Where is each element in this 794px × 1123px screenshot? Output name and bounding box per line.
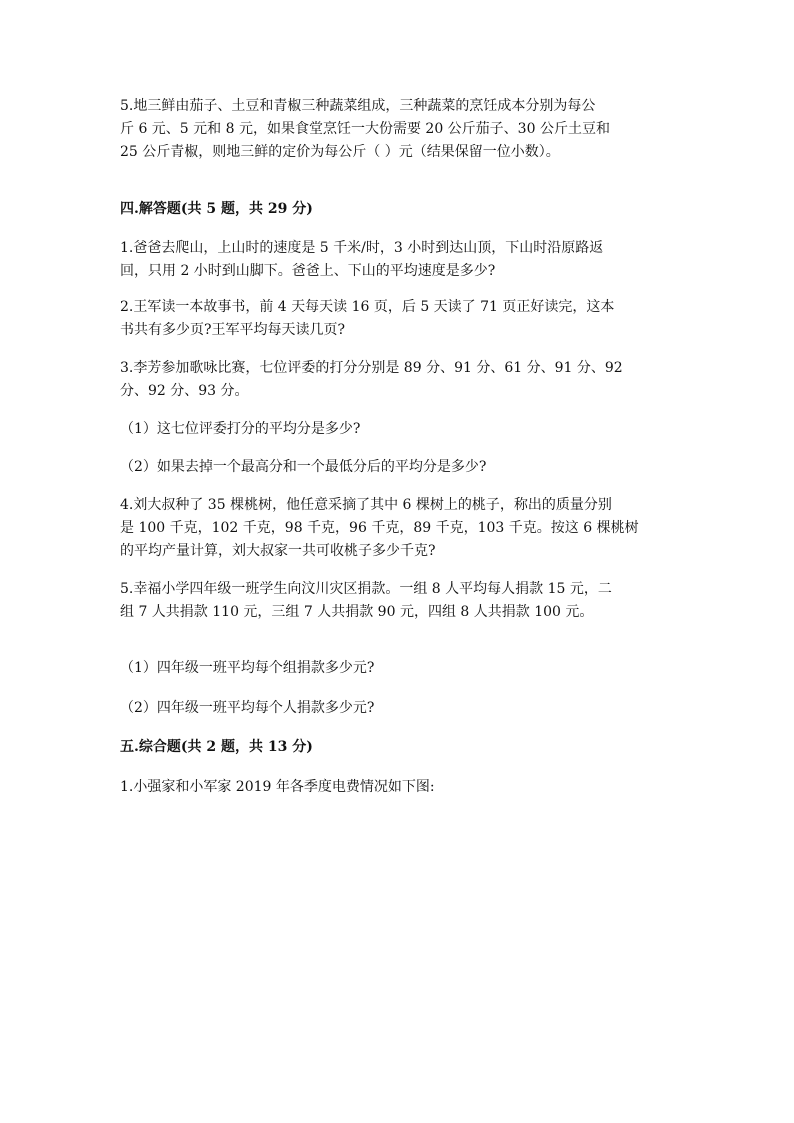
question-line: 书共有多少页?王军平均每天读几页? <box>120 322 346 338</box>
question-line: 组 7 人共捐款 110 元，三组 7 人共捐款 90 元，四组 8 人共捐款 100 元。 <box>120 604 594 620</box>
section-5-title <box>120 736 676 759</box>
section-title: 五.综合题(共 2 题，共 13 分) <box>120 739 313 755</box>
question-line: 2.王军读一本故事书，前 4 天每天读 16 页，后 5 天读了 71 页正好读完，这本 <box>120 299 615 315</box>
answer-question-3 <box>120 357 676 403</box>
question-5-sub-2: （2）四年级一班平均每个人捐款多少元? <box>120 700 375 716</box>
question-line: 分、92 分、93 分。 <box>120 383 249 399</box>
answer-question-4 <box>120 494 676 563</box>
question-5-sub-1: （1）四年级一班平均每个组捐款多少元? <box>120 660 375 676</box>
question-line: 1.小强家和小军家 2019 年各季度电费情况如下图: <box>120 779 435 795</box>
question-line: 回，只用 2 小时到山脚下。爸爸上、下山的平均速度是多少? <box>120 263 496 279</box>
question-3-sub-1: （1）这七位评委打分的平均分是多少? <box>120 421 361 437</box>
question-line: 3.李芳参加歌咏比赛，七位评委的打分分别是 89 分、91 分、61 分、91 分、92 <box>120 360 623 376</box>
question-line: 是 100 千克，102 千克，98 千克，96 千克，89 千克，103 千克。按这 6 棵桃树 <box>120 520 639 536</box>
answer-question-5 <box>120 578 676 624</box>
question-3-sub-2: （2）如果去掉一个最高分和一个最低分后的平均分是多少? <box>120 459 487 475</box>
section-title: 四.解答题(共 5 题，共 29 分) <box>120 201 313 217</box>
question-line: 1.爸爸去爬山，上山时的速度是 5 千米/时，3 小时到达山顶，下山时沿原路返 <box>120 240 604 256</box>
question-line: 5.地三鲜由茄子、土豆和青椒三种蔬菜组成，三种蔬菜的烹饪成本分别为每公 <box>120 98 596 114</box>
question-line: 的平均产量计算，刘大叔家一共可收桃子多少千克? <box>120 543 436 559</box>
question-line: 5.幸福小学四年级一班学生向汶川灾区捐款。一组 8 人平均每人捐款 15 元，二 <box>120 581 612 597</box>
answer-question-2 <box>120 296 676 342</box>
comprehensive-question-1 <box>120 776 676 799</box>
fill-question-5 <box>120 95 676 164</box>
answer-question-1 <box>120 237 676 283</box>
section-4-title <box>120 198 676 221</box>
question-line: 4.刘大叔种了 35 棵桃树，他任意采摘了其中 6 棵树上的桃子，称出的质量分别 <box>120 497 612 513</box>
question-line: 斤 6 元、5 元和 8 元，如果食堂烹饪一大份需要 20 公斤茄子、30 公斤土豆和 <box>120 121 610 137</box>
question-line: 25 公斤青椒，则地三鲜的定价为每公斤（ ）元（结果保留一位小数）。 <box>120 144 560 160</box>
